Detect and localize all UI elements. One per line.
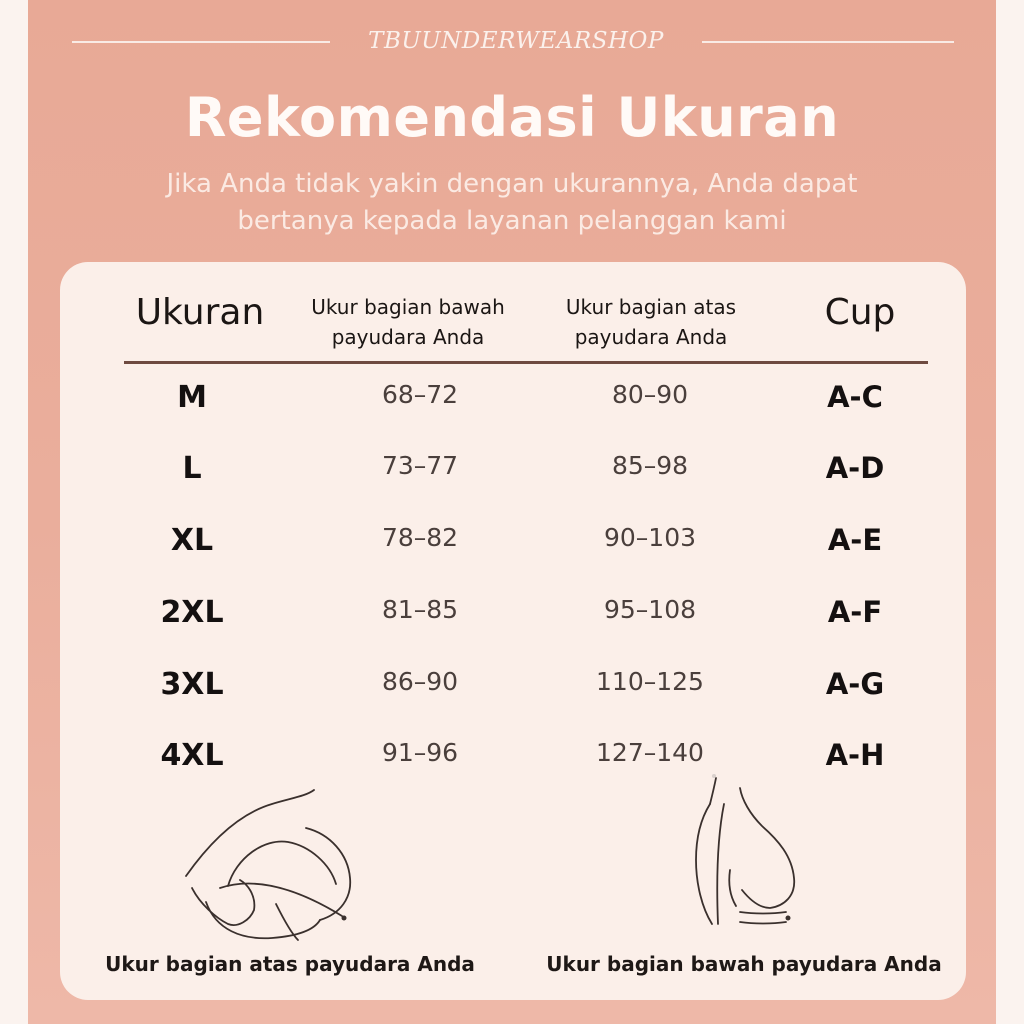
cup-value: A-H xyxy=(825,738,885,772)
size-value: M xyxy=(177,380,207,415)
size-value: 2XL xyxy=(160,595,224,630)
page-title: Rekomendasi Ukuran xyxy=(184,86,840,149)
shoulder-dot xyxy=(712,774,716,778)
page-subtitle xyxy=(100,166,924,240)
caption-overbust: Ukur bagian atas payudara Anda xyxy=(105,952,475,976)
table-row xyxy=(0,451,1024,501)
size-value: 4XL xyxy=(160,738,224,773)
cup-value: A-D xyxy=(825,451,885,485)
header-underbust-line-2: payudara Anda xyxy=(331,325,485,349)
underbust-value: 86–90 xyxy=(381,667,459,696)
underbust-value: 81–85 xyxy=(381,595,459,624)
overbust-measure-illustration-icon xyxy=(180,780,370,945)
cup-value: A-C xyxy=(827,380,883,414)
measure-point-right xyxy=(786,916,791,921)
underbust-value: 91–96 xyxy=(381,738,459,767)
overbust-value: 85–98 xyxy=(611,451,689,480)
size-value: XL xyxy=(170,523,214,558)
header-underbust xyxy=(270,292,546,352)
header-underbust-line-1: Ukur bagian bawah xyxy=(311,295,505,319)
underbust-value: 73–77 xyxy=(381,451,459,480)
header-size: Ukuran xyxy=(135,292,265,333)
table-row xyxy=(0,523,1024,573)
header-overbust-line-1: Ukur bagian atas xyxy=(565,295,737,319)
overbust-value: 90–103 xyxy=(603,523,697,552)
underbust-value: 68–72 xyxy=(381,380,459,409)
overbust-value: 80–90 xyxy=(611,380,689,409)
table-row xyxy=(0,595,1024,645)
measure-point-left xyxy=(342,916,347,921)
overbust-value: 127–140 xyxy=(596,738,704,767)
subtitle-line-2: bertanya kepada layanan pelanggan kami xyxy=(237,206,787,236)
subtitle-line-1: Jika Anda tidak yakin dengan ukurannya, Anda dapat xyxy=(166,169,858,199)
brand-name: TBUUNDERWEARSHOP xyxy=(368,28,664,54)
brand-header xyxy=(0,28,1024,58)
cup-value: A-E xyxy=(827,523,883,557)
cup-value: A-F xyxy=(827,595,883,629)
brand-divider-left xyxy=(72,41,330,43)
header-divider xyxy=(124,361,928,364)
overbust-value: 95–108 xyxy=(603,595,697,624)
brand-divider-right xyxy=(702,41,954,43)
underbust-measure-illustration-icon xyxy=(690,774,820,946)
header-overbust-line-2: payudara Anda xyxy=(574,325,728,349)
size-value: 3XL xyxy=(160,667,224,702)
caption-underbust: Ukur bagian bawah payudara Anda xyxy=(546,952,942,976)
table-row xyxy=(0,738,1024,788)
table-row xyxy=(0,380,1024,430)
overbust-value: 110–125 xyxy=(596,667,704,696)
header-cup: Cup xyxy=(824,292,896,333)
underbust-value: 78–82 xyxy=(381,523,459,552)
size-value: L xyxy=(182,451,202,486)
table-row xyxy=(0,667,1024,717)
cup-value: A-G xyxy=(825,667,885,701)
header-overbust xyxy=(520,292,782,352)
